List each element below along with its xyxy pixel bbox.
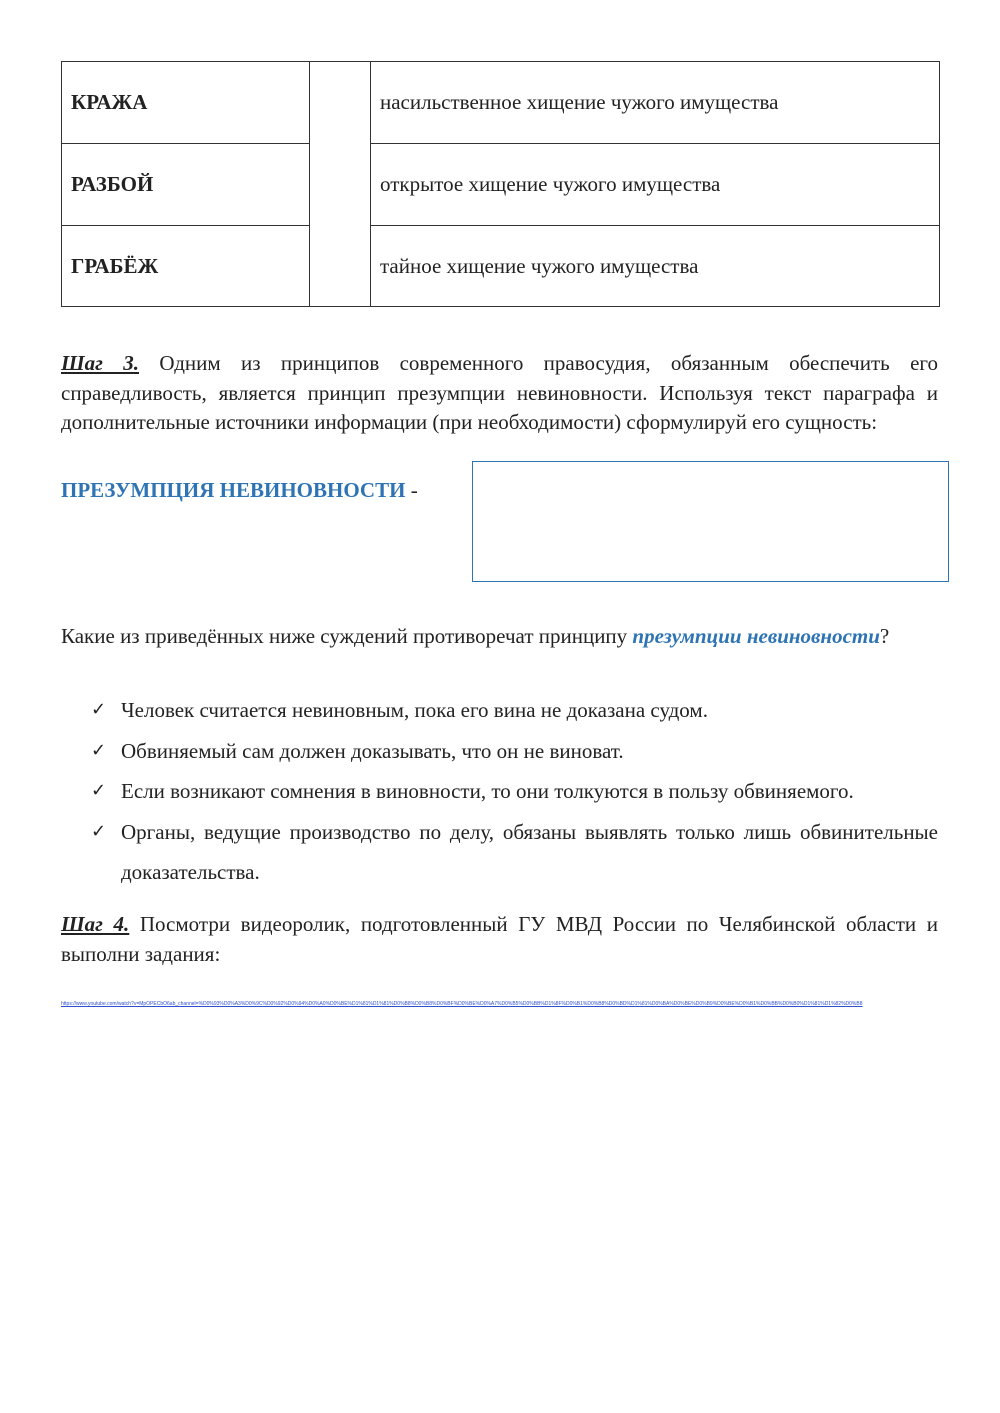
step3-text: Одним из принципов современного правосудия, обязанным обеспечить его справедливость, является принцип презумпции невиновности. Используя текст параграфа и дополнительные источники информации (при необходимости) сформулируй его сущность: <box>61 351 938 434</box>
definition-cell: тайное хищение чужого имущества <box>371 226 940 307</box>
statement-text: Человек считается невиновным, пока его вина не доказана судом. <box>121 698 708 722</box>
term-cell: КРАЖА <box>62 62 310 144</box>
statement-text: Если возникают сомнения в виновности, то они толкуются в пользу обвиняемого. <box>121 779 854 803</box>
definition-cell: открытое хищение чужого имущества <box>371 144 940 226</box>
question-accent: презумпции невиновности <box>632 624 880 648</box>
statement-text: Обвиняемый сам должен доказывать, что он не виноват. <box>121 738 624 763</box>
presumption-label: ПРЕЗУМПЦИЯ НЕВИНОВНОСТИ <box>61 478 406 502</box>
matching-table <box>61 61 940 307</box>
list-item[interactable] <box>91 771 938 812</box>
table-row <box>62 144 940 226</box>
statement-text: Органы, ведущие производство по делу, обязаны выявлять только лишь обвинительные доказательства. <box>121 819 938 884</box>
question-end: ? <box>879 624 890 648</box>
step3-paragraph <box>61 349 938 438</box>
video-link[interactable]: https://www.youtube.com/watch?v=MpOPECbO6ab_channel=%D0%93%D0%A3%D0%9C%D0%92%D0%94%D0%A0%D0%BE%D1%81%D1%81%D0%B8%D0%B8%D0%BF%D0%BE%D0%A7%D0%B5%D0%BB%D1%8F%D0%B1%D0%B8%D0%BD%D1%81%D0%BA%D0%BE%D0%B9%D0%BE%D0%B1%D0%BB%D0%B0%D1%81%D1%82%D0%B8 <box>61 1001 863 1007</box>
term-cell: ГРАБЁЖ <box>62 226 310 307</box>
definition-cell: насильственное хищение чужого имущества <box>371 62 940 144</box>
term-cell: РАЗБОЙ <box>62 144 310 226</box>
step4-label: Шаг 4. <box>61 912 130 936</box>
checkmark-icon: ✓ <box>91 739 107 761</box>
list-item[interactable] <box>91 812 938 893</box>
list-item[interactable] <box>91 690 938 731</box>
checkmark-icon: ✓ <box>91 780 107 801</box>
table-row <box>62 226 940 307</box>
checkmark-icon: ✓ <box>91 699 107 720</box>
presumption-heading <box>61 478 418 503</box>
connector-column[interactable] <box>310 62 371 307</box>
list-item[interactable] <box>91 731 938 772</box>
presumption-dash: - <box>405 478 418 502</box>
question-paragraph <box>61 622 938 652</box>
presumption-answer-box[interactable] <box>472 461 949 582</box>
table-row <box>62 62 940 144</box>
statements-list <box>91 690 938 893</box>
question-text: Какие из приведённых ниже суждений противоречат принципу <box>61 624 633 648</box>
step4-text: Посмотри видеоролик, подготовленный ГУ МВД России по Челябинской области и выполни задания: <box>61 912 938 966</box>
step3-label: Шаг 3. <box>61 351 139 375</box>
checkmark-icon: ✓ <box>91 820 107 842</box>
step4-paragraph <box>61 910 938 969</box>
